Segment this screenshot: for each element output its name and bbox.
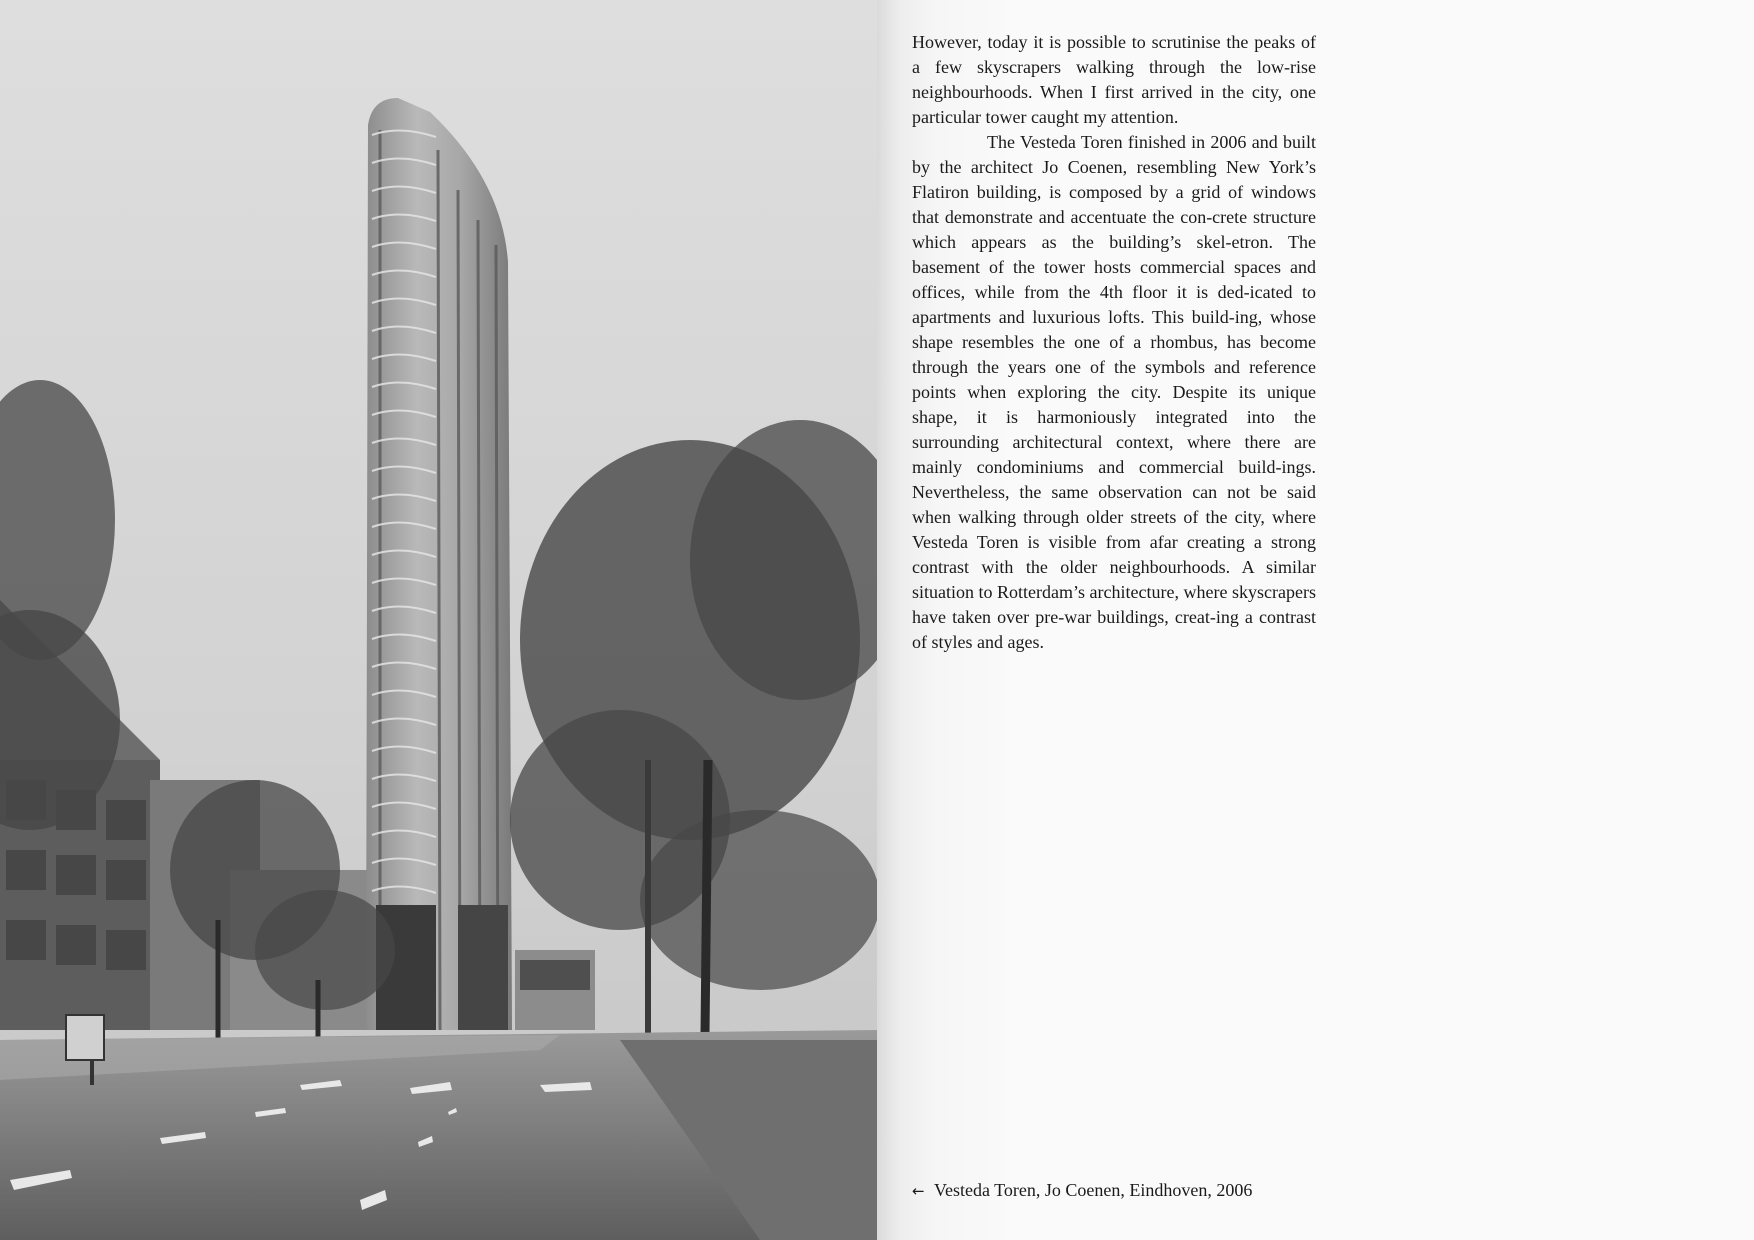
caption-text: Vesteda Toren, Jo Coenen, Eindhoven, 2006: [934, 1180, 1253, 1200]
vesteda-tower: [366, 98, 512, 1030]
paragraph-1: However, today it is possible to scrutinise the peaks of a few skyscrapers walking through the low-rise neighbourhoods. When I first arrived in the city, one particular tower caught my attention.: [912, 32, 1316, 127]
arrow-left-icon: ←: [912, 1182, 925, 1200]
body-text: [912, 30, 1316, 655]
figure-caption: [912, 1178, 1332, 1204]
sign-board: [66, 1015, 104, 1060]
paragraph-2: The Vesteda Toren finished in 2006 and built by the architect Jo Coenen, resembling New York’s Flatiron building, is composed by a grid of windows that demonstrate and accentuate the con-crete structure which appears as the building’s skel-etron. The basement of the tower hosts commercial spaces and offices, while from the 4th floor it is ded-icated to apartments and luxurious lofts. This build-ing, whose shape resembles the one of a rhombus, has become through the years one of the symbols and reference points when exploring the city. Despite its unique shape, it is harmoniously integrated into the surrounding architectural context, where there are mainly condominiums and commercial build-ings. Nevertheless, the same observation can not be said when walking through older streets of the city, where Vesteda Toren is visible from afar creating a strong contrast with the older neighbourhoods. A similar situation to Rotterdam’s architecture, where skyscrapers have taken over pre-war buildings, creat-ing a contrast of styles and ages.: [912, 132, 1316, 652]
text-page: [877, 0, 1754, 1240]
